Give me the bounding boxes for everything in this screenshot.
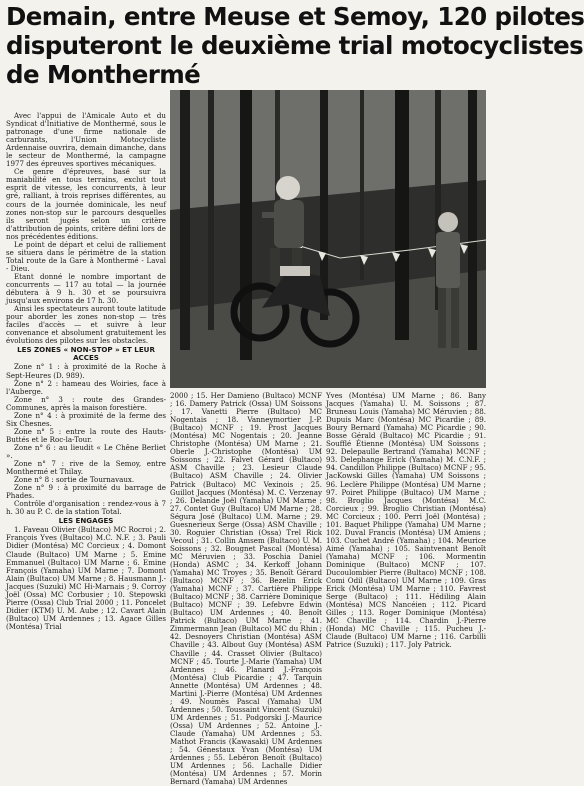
zone-item: Contrôle d'organisation : rendez-vous à 7 h. 30 au P. C. de la station Total. (6, 499, 166, 517)
headline-line-3: de Monthermé (6, 60, 201, 89)
engages-list-part-3: Yves (Montésa) UM Marne ; 86. Bany Jacques (Yamaha) U. M. Soissons ; 87. Bruneau Louis (Yamaha) MC Méruvien ; 88. Dupuis Marc (Montésa) MC Picardie ; 89. Boury Bernard (Yamaha) MC Picardie ; 90. Bosse Gérald (Bultaco) MC Picardie ; 91. Soufflé Étienne (Montésa) UM Soissons ; 92. Delepaulle Bertrand (Yamaha) MCNF ; 93. Delephange Erick (Yamaha) M. C.N.F. ; 94. Candillon Philippe (Bultaco) MCNF ; 95. JacKowski Gilles (Yamaha) UM Soissons ; 96. Leclère Philippe (Montésa) UM Marne ; 97. Poiret Philippe (Bultaco) UM Marne ; 98. Broglio Jacques (Montésa) M.C. Corcieux ; 99. Broglio Christian (Montésa) MC Corcieux ; 100. Perri Joël (Montésa) ; 101. Baquet Philippe (Yamaha) UM Marne ; 102. Duval Francis (Montésa) UM Amiens ; 103. Cuchet André (Yamaha) ; 104. Meurice Aimé (Yamaha) ; 105. Saintvenant Benoît (Yamaha) MCNF ; 106. Mormentin Dominique (Bultaco) MCNF ; 107. Ducoulombier Pierre (Bultaco) MCNF ; 108. Comi Odil (Bultaco) UM Marne ; 109. Gras Erick (Montésa) UM Marne ; 110. Favrest Serge (Bultaco) ; 111. Hédiling Alain (Montésa) MCS Nancéien ; 112. Picard Gilles ; 113. Roger Dominique (Montésa) MC Chaville ; 114. Chardin J.-Pierre (Honda) MC Chaville ; 115. Pucheu J.-Claude (Bultaco) UM Marne ; 116. Carbilli Patrice (Suzuki) ; 117. Joly Patrick. (326, 391, 486, 650)
zones-heading: LES ZONES « NON-STOP » ET LEUR ACCES (17, 345, 155, 363)
zone-item: Zone n° 1 : à proximité de la Roche à Sept-Heures (D. 989). (6, 362, 166, 380)
article-column-2 (170, 391, 322, 786)
intro-paragraph: Le point de départ et celui de ralliement se situera dans le périmètre de la station Total route de la Gare à Monthermé - Laval - Dieu. (6, 239, 166, 273)
zone-item: Zone n° 5 : entre la route des Hauts-Buttés et le Roc-la-Tour. (6, 426, 166, 444)
zone-item: Zone n° 2 : hameau des Woiries, face à l'Auberge. (6, 378, 166, 396)
intro-paragraph: Ce genre d'épreuves, basé sur la maniabilité en tous terrains, exclut tout esprit de vitesse, les concurrents, à leur gré, ralliant, à trois reprises différentes, au cours de la journée dominicale, les neuf zones non-stop sur le parcours desquelles ils seront jugés selon un critère d'attribution de points, critère défini lors de nos précédentes éditions. (6, 167, 166, 241)
intro-paragraph: Etant donné le nombre important de concurrents — 117 au total — la journée débutera à 9 h. 30 et se poursuivra jusqu'aux environs de 17 h. 30. (6, 271, 166, 306)
article-column-3 (326, 392, 486, 740)
engages-list-part-2: 2000 ; 15. Her Damieno (Bultaco) MCNF ; 16. Damery Patrick (Ossa) UM Soissons ; 17. Vanetti Pierre (Bultaco) MC Nogentais ; 18. Vanneymortier J.-P. (Bultaco) MCNF ; 19. Prost Jacques (Montésa) MC Nogentais ; 20. Jeanne Christophe (Montésa) UM Marne ; 21. Oberle J.-Christophe (Montésa) UM Soissons ; 22. Falvet Gérard (Bultaco) ASM Chaville ; 23. Lesieur Claude (Bultaco) ASM Chaville ; 24. Olivier Patrick (Bultaco) MC Vexinois ; 25. Guillot Jacques (Montésa) M. C. Verzenay ; 26. Delande Joël (Yamaha) UM Marne ; 27. Contet Guy (Bultaco) UM Marne ; 28. Ségura José (Bultaco) U.M. Marne ; 29. Guesnerieux Serge (Ossa) ASM Chaville ; 30. Roguier Christian (Ossa) Trel Rick Vecoul ; 31. Collin Amsem (Bultaco) U. M. Soissons ; 32. Bougnet Pascal (Montésa) MC Méruvien ; 33. Poschia Daniel (Honda) ASMC ; 34. Kerkoff Johann (Yamaha) MC Troyes ; 35. Benoît Gérard (Bultaco) MCNF ; 36. Bezelin Erick (Yamaha) MCNF ; 37. Cartière Philippe (Bultaco) MCNF ; 38. Carrière Dominique (Bultaco) MCNF ; 39. Lefebvre Edwin (Bultaco) UM Ardennes ; 40. Benoît Patrick (Bultaco) UM Marne ; 41. Zimmermann Jean (Bultaco) MC du Rhin ; 42. Desnoyers Christian (Montésa) ASM Chaville ; 43. Albout Guy (Montésa) ASM Chaville ; 44. Crasset Olivier (Bultaco) MCNF ; 45. Tourte J.-Marie (Yamaha) UM Ardennes ; 46. Planard J.-François (Montésa) Club Picardie ; 47. Tarquin Annette (Montésa) UM Ardennes ; 48. Martini J.-Pierre (Montésa) UM Ardennes ; 49. Noumès Pascal (Yamaha) UM Ardennes ; 50. Toussaint Vincent (Suzuki) UM Ardennes ; 51. Podgorski J.-Maurice (Ossa) UM Ardennes ; 52. Antoine J.-Claude (Yamaha) UM Ardennes ; 53. Mathot Francis (Kawasaki) UM Ardennes ; 54. Génestaux Yvan (Montésa) UM Ardennes ; 55. Lebéron Benoît (Bultaco) UM Ardennes ; 56. Lachalle Didier (Montésa) UM Ardennes ; 57. Morin Bernard (Yamaha) UM Ardennes (170, 391, 322, 786)
engages-list-part-1: 1. Faveau Olivier (Bultaco) MC Rocroi ; 2. François Yves (Bultaco) M.C. N.F. ; 3. Pauli Didier (Montésa) MC Corcieux ; 4. Domont Claude (Bultaco) UM Marne ; 5. Emine Emmanuel (Bultaco) UM Marne ; 6. Emine François (Yamaha) UM Marne ; 7. Domont Alain (Bultaco) UM Marne ; 8. Hausmann J.-Jacques (Suzuki) MC Hi-Marnais ; 9. Corroy Joël (Ossa) MC Corbusier ; 10. Stepowski Pierre (Ossa) Club Trial 2000 ; 11. Poncelet Didier (KTM) U. M. Aube ; 12. Cavart Alain (Bultaco) UM Ardennes ; 13. Agace Gilles (Montésa) Trial (6, 525, 166, 631)
zone-item: Zone n° 3 : route des Grandes-Communes, après la maison forestière. (6, 394, 166, 412)
news-photo (170, 90, 486, 388)
forest-trial-photo-illustration (170, 90, 486, 388)
zone-item: Zone n° 6 : au lieudit « Le Chêne Berliet ». (6, 442, 166, 460)
headline-line-2: disputeront le deuxième trial motocyclistes (6, 31, 584, 60)
zone-item: Zone n° 7 : rive de la Semoy, entre Monthermé et Thilay. (6, 459, 166, 477)
engages-heading: LES ENGAGES (58, 516, 114, 526)
zone-item: Zone n° 8 : sortie de Tournavaux. (14, 475, 135, 485)
article-column-1 (6, 112, 166, 740)
intro-paragraph: Avec l'appui de l'Amicale Auto et du Syndicat d'Initiative de Monthermé, sous le patronage d'une firme nationale de carburants, l'Union Motocycliste Ardennaise ouvrira, demain dimanche, dans le secteur de Monthermé, la campagne 1977 des épreuves sportives mécaniques. (6, 111, 166, 169)
zone-item: Zone n° 4 : à proximité de la ferme des Six Chesnes. (6, 410, 166, 428)
headline (6, 2, 584, 89)
headline-line-1: Demain, entre Meuse et Semoy, 120 pilotes (6, 2, 584, 31)
intro-paragraph: Ainsi les spectateurs auront toute latitude pour aborder les zones non-stop — très faciles d'accès — et suivre à leur convenance et absolument gratuitement les évolutions des pilotes sur les obstacles. (6, 304, 166, 346)
zone-item: Zone n° 9 : à proximité du barrage de Phades. (6, 483, 166, 501)
